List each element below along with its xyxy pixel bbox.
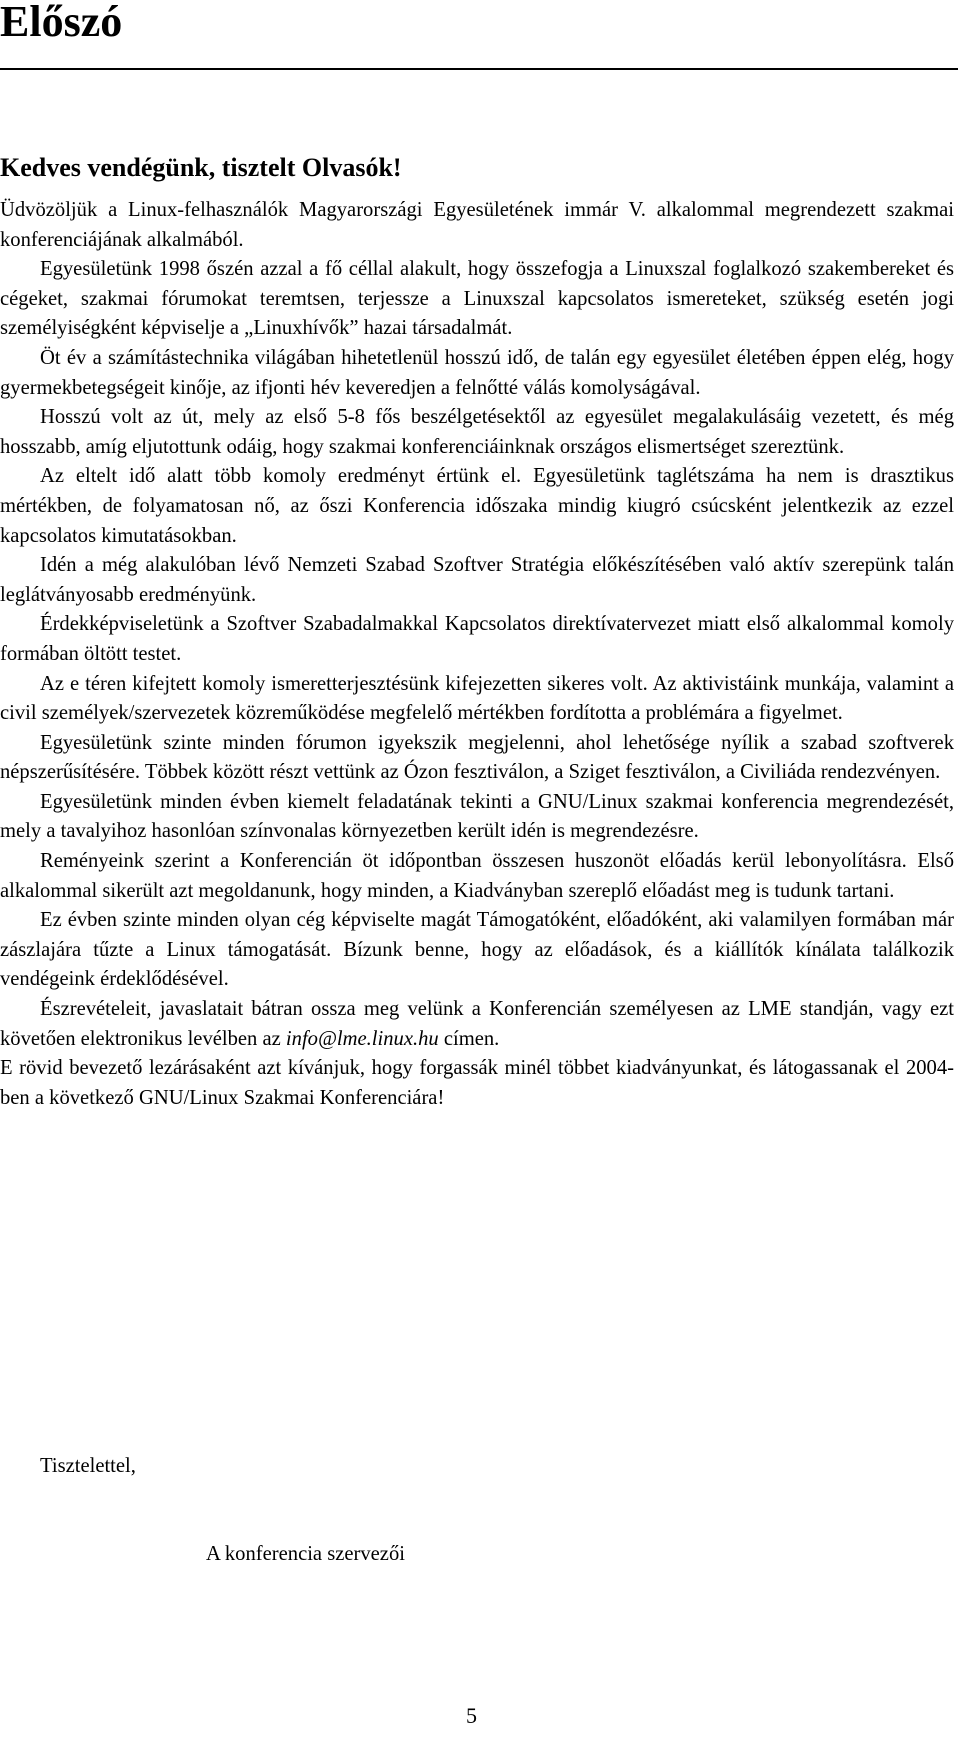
body-paragraph: Egyesületünk 1998 őszén azzal a fő céllal alakult, hogy összefogja a Linuxszal foglalkozó szakembereket és cégeket, szakmai fórumokat teremtsen, terjessze a Linuxszal kapcsolatos ismereteket, szükség esetén jogi személyiségként képviselje a „Linuxhívők” hazai társadalmát.: [0, 258, 954, 340]
body-paragraph: Az e téren kifejtett komoly ismeretterjesztésünk kifejezetten sikeres volt. Az aktivistáink munkája, valamint a civil személyek/szervezetek közreműködése megfelelő mértékben fordította a problémára a figyelmet.: [0, 672, 954, 725]
body-paragraph: Hosszú volt az út, mely az első 5-8 fős beszélgetésektől az egyesület megalakulásáig vezetett, és még hosszabb, amíg eljutottunk odáig, hogy szakmai konferenciáinknak országos elismertséget szereztünk.: [0, 406, 954, 458]
intro-paragraph: Üdvözöljük a Linux-felhasználók Magyarországi Egyesületének immár V. alkalommal megrendezett szakmai konferenciájának alkalmából.: [0, 199, 954, 251]
greeting-heading: Kedves vendégünk, tisztelt Olvasók!: [0, 153, 402, 182]
feedback-text: Észrevételeit, javaslatait bátran ossza meg velünk a Konferencián személyesen az LME standján, vagy ezt követően elektronikus levélben az: [0, 998, 954, 1050]
body-paragraph: Reményeink szerint a Konferencián öt időpontban összesen huszonöt előadás kerül lebonyolításra. Első alkalommal sikerült azt megoldanunk, hogy minden, a Kiadványban szereplő előadást meg is tudunk tartani.: [0, 850, 954, 902]
email-address: info@lme.linux.hu: [285, 1027, 439, 1050]
body-paragraph: Az eltelt idő alatt több komoly eredményt értünk el. Egyesületünk taglétszáma ha nem is drasztikus mértékben, de folyamatosan nő, az őszi Konferencia időszaka mindig kiugró csúcsként jelentkezik az ezzel kapcsolatos kimutatásokban.: [0, 465, 954, 547]
page-number: 5: [466, 1703, 477, 1728]
title-rule: [0, 68, 958, 70]
body-paragraph: Érdekképviseletünk a Szoftver Szabadalmakkal Kapcsolatos direktívatervezet miatt első alkalommal komoly formában öltött testet.: [0, 613, 954, 665]
letter-body: [0, 196, 954, 1113]
closing-salutation: Tisztelettel,: [40, 1455, 136, 1477]
feedback-text-end: címen.: [438, 1027, 500, 1050]
signature: A konferencia szervezői: [206, 1543, 405, 1565]
body-paragraph: Öt év a számítástechnika világában hihetetlenül hosszú idő, de talán egy egyesület életében éppen elég, hogy gyermekbetegségeit kinője, az ifjonti hév keveredjen a felnőtté válás komolyságával.: [0, 346, 954, 399]
body-paragraph: Idén a még alakulóban lévő Nemzeti Szabad Szoftver Stratégia előkészítésében való aktív szerepünk talán leglátványosabb eredményünk.: [0, 554, 954, 606]
body-paragraph: Ez évben szinte minden olyan cég képviselte magát Támogatóként, előadóként, aki valamilyen formában már zászlajára tűzte a Linux támogatását. Bízunk benne, hogy az előadások, és a kiállítók kínálata találkozik vendégeink érdeklődésével.: [0, 909, 954, 991]
feedback-paragraph: [0, 995, 954, 1054]
final-paragraph: E rövid bevezető lezárásaként azt kívánjuk, hogy forgassák minél többet kiadványunkat, és látogassanak el 2004-ben a következő GNU/Linux Szakmai Konferenciára!: [0, 1057, 954, 1109]
chapter-title: Előszó: [0, 0, 123, 46]
body-paragraph: Egyesületünk szinte minden fórumon igyekszik megjelenni, ahol lehetősége nyílik a szabad szoftverek népszerűsítésére. Többek között részt vettünk az Ózon fesztiválon, a Sziget fesztiválon, a Civiliáda rendezvényen.: [0, 731, 954, 784]
body-paragraph: Egyesületünk minden évben kiemelt feladatának tekinti a GNU/Linux szakmai konferencia megrendezését, mely a tavalyihoz hasonlóan színvonalas környezetben került idén is megrendezésre.: [0, 790, 954, 843]
